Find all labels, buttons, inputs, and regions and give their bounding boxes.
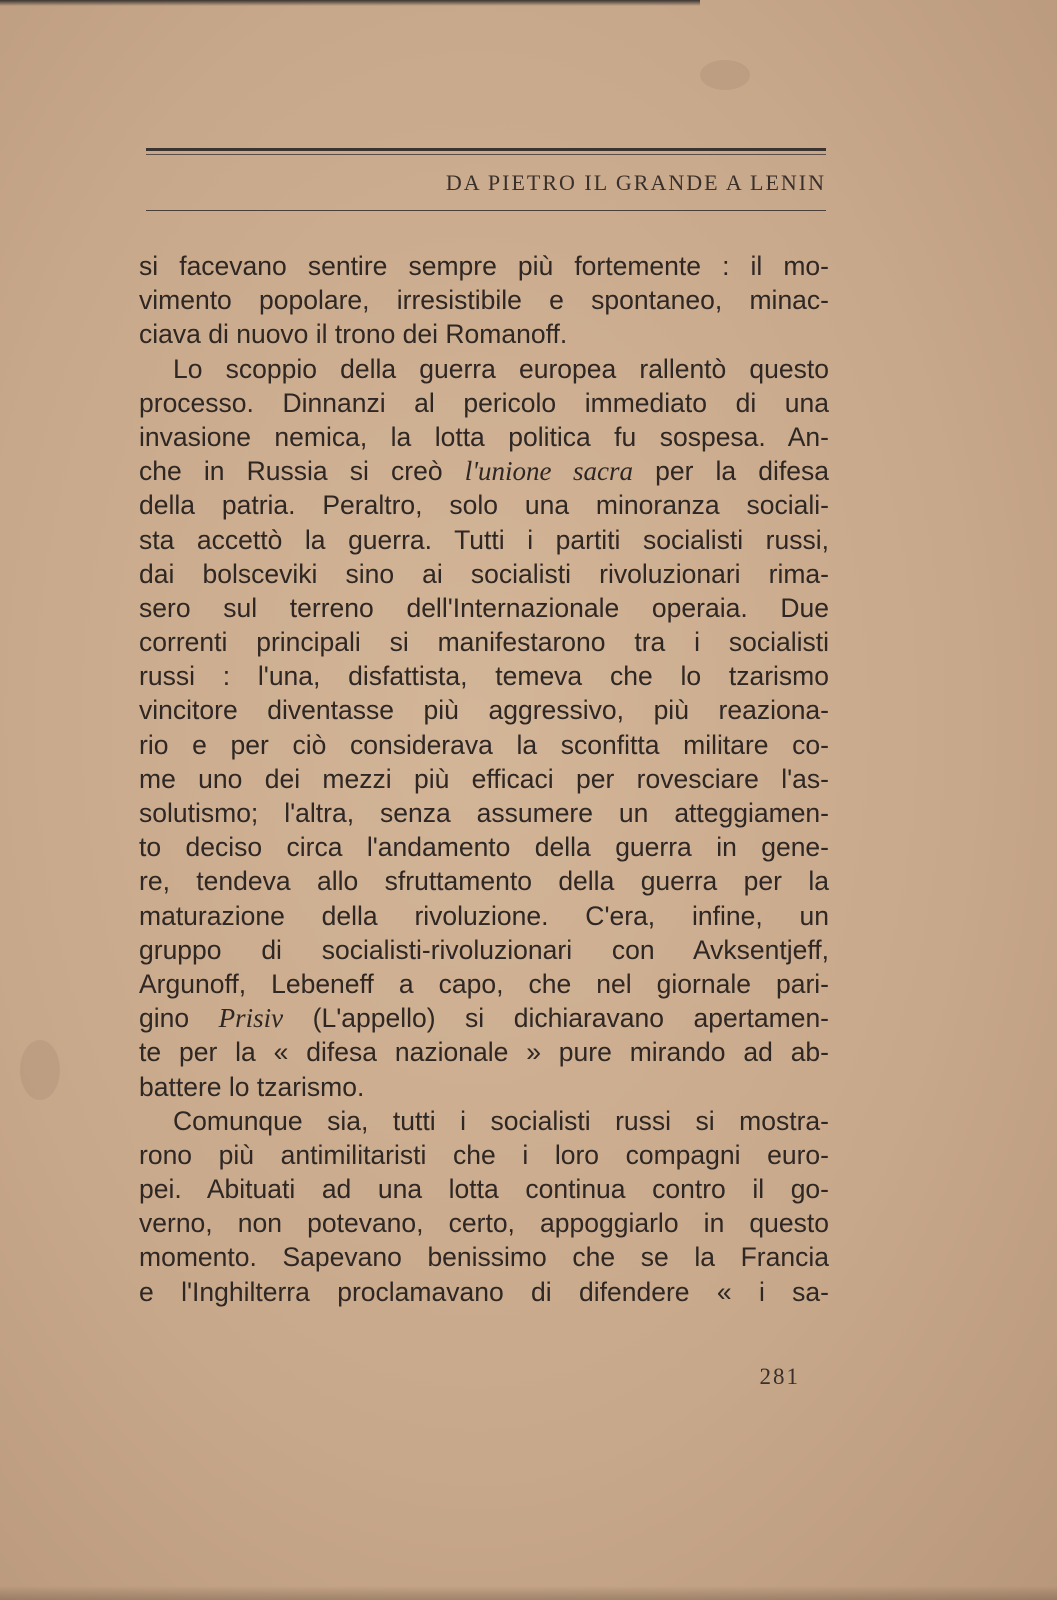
text-line: gruppo di socialisti-rivoluzionari con Avksentjeff,: [139, 934, 829, 965]
header-double-rule: [146, 148, 826, 151]
header-rule: [146, 210, 826, 211]
text-line: battere lo tzarismo.: [139, 1071, 365, 1102]
text-line: to deciso circa l'andamento della guerra in gene-: [139, 832, 829, 863]
text-line: dai bolsceviki sino ai socialisti rivoluzionari rima-: [139, 558, 829, 589]
text-line: maturazione della rivoluzione. C'era, infine, un: [139, 900, 829, 931]
text-line: momento. Sapevano benissimo che se la Francia: [139, 1242, 829, 1273]
page-number: 281: [759, 1364, 800, 1389]
text-line: rono più antimilitaristi che i loro compagni euro-: [139, 1139, 829, 1170]
text-line: me uno dei mezzi più efficaci per rovesciare l'as-: [139, 763, 829, 794]
text-line: te per la « difesa nazionale » pure mirando ad ab-: [139, 1037, 829, 1068]
italic-term: l'unione sacra: [464, 456, 633, 487]
text-line: gino Prisiv (L'appello) si dichiaravano apertamen-: [139, 1003, 830, 1034]
text-line: solutismo; l'altra, senza assumere un atteggiamen-: [139, 798, 829, 828]
text-line: vincitore diventasse più aggressivo, più reaziona-: [139, 695, 829, 726]
text-line: e l'Inghilterra proclamavano di difendere « i sa-: [139, 1276, 829, 1307]
body-text: [139, 249, 829, 1309]
paper-stain: [700, 60, 750, 90]
text-line: processo. Dinnanzi al pericolo immediato di una: [139, 387, 829, 418]
paper-stain: [20, 1040, 60, 1100]
text-line: sero sul terreno dell'Internazionale operaia. Due: [139, 592, 829, 623]
running-head: DA PIETRO IL GRANDE A LENIN: [445, 170, 826, 195]
text-line: si facevano sentire sempre più fortemente : il mo-: [139, 251, 829, 281]
page-top-edge: [0, 0, 700, 6]
text-line: ciava di nuovo il trono dei Romanoff.: [139, 319, 568, 350]
text-line: rio e per ciò considerava la sconfitta militare co-: [139, 729, 829, 760]
text-line: sta accettò la guerra. Tutti i partiti socialisti russi,: [139, 524, 829, 555]
text-line: pei. Abituati ad una lotta continua contro il go-: [139, 1174, 829, 1205]
text-line: Argunoff, Lebeneff a capo, che nel giornale pari-: [139, 968, 829, 999]
text-line: invasione nemica, la lotta politica fu sospesa. An-: [139, 421, 829, 452]
italic-term: Prisiv: [218, 1003, 284, 1034]
text-line: re, tendeva allo sfruttamento della guerra per la: [139, 866, 829, 897]
text-line: della patria. Peraltro, solo una minoranza sociali-: [139, 490, 829, 521]
text-line: verno, non potevano, certo, appoggiarlo in questo: [139, 1208, 829, 1239]
text-line: russi : l'una, disfattista, temeva che lo tzarismo: [139, 661, 829, 692]
text-line: Comunque sia, tutti i socialisti russi si mostra-: [173, 1105, 829, 1136]
header-double-rule-thin: [146, 154, 826, 155]
text-line: che in Russia si creò l'unione sacra per la difesa: [139, 456, 829, 487]
text-line: vimento popolare, irresistibile e spontaneo, minac-: [139, 285, 829, 316]
text-line: correnti principali si manifestarono tra i socialisti: [139, 627, 829, 658]
text-line: Lo scoppio della guerra europea rallentò questo: [173, 353, 829, 384]
page-bottom-edge: [0, 1586, 1057, 1600]
